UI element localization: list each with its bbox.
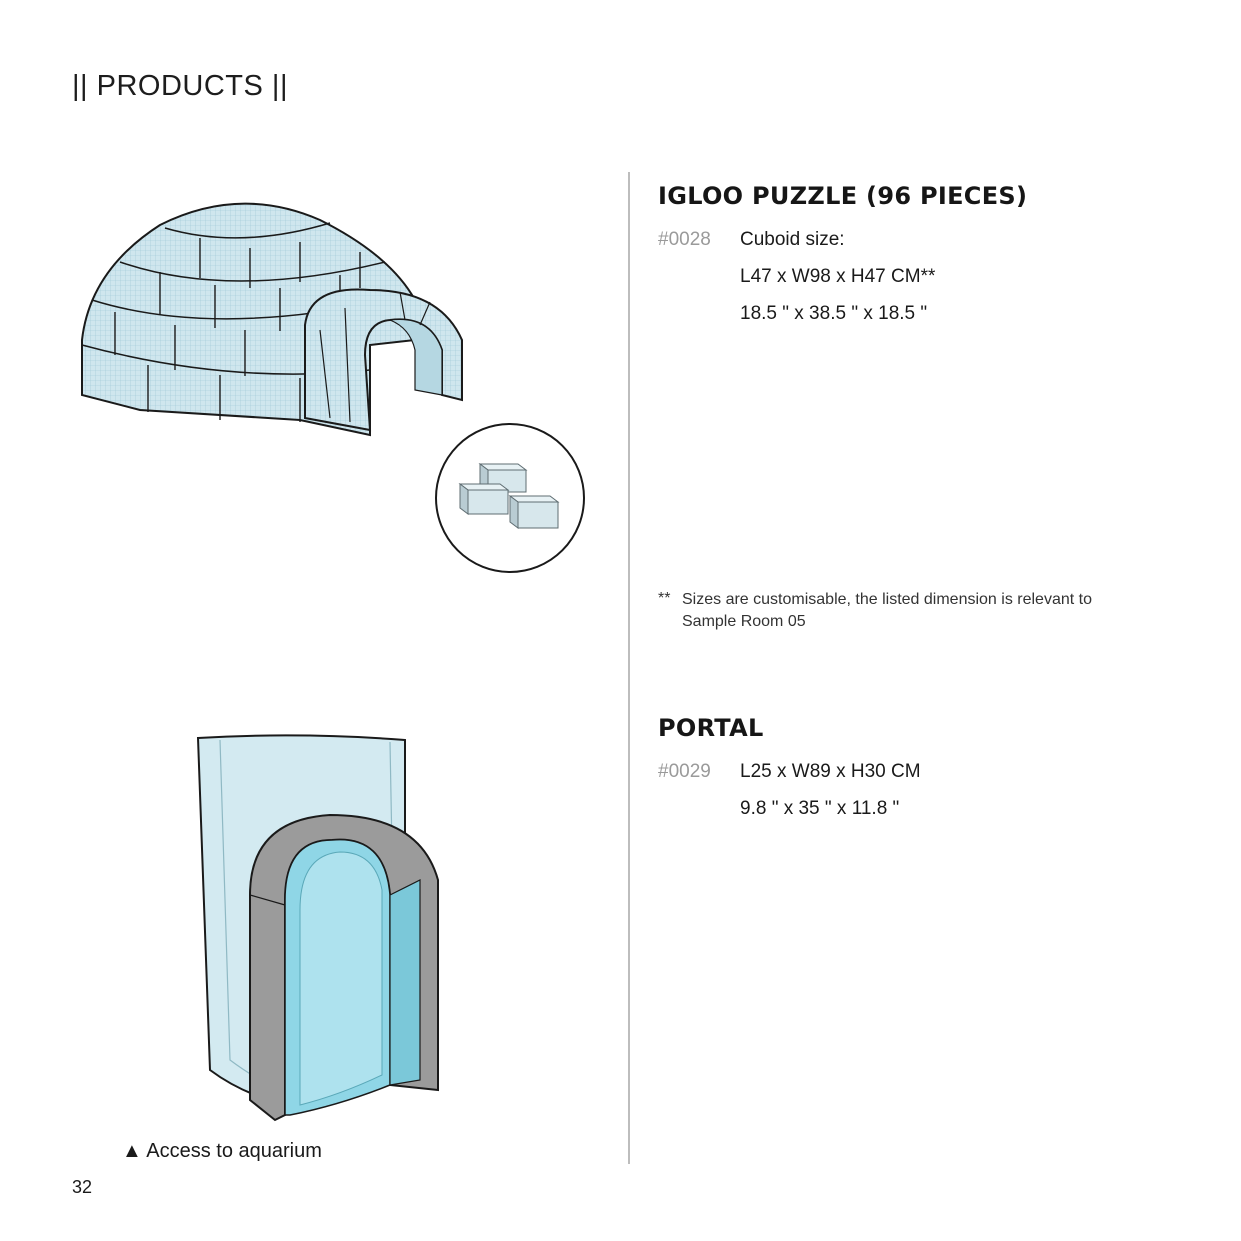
product-title-igloo: IGLOO PUZZLE (96 PIECES) bbox=[658, 182, 1028, 210]
footnote-marker: ** bbox=[658, 590, 671, 607]
triangle-up-icon: ▲ bbox=[122, 1140, 142, 1162]
section-title: || PRODUCTS || bbox=[72, 70, 288, 102]
igloo-illustration bbox=[70, 190, 490, 470]
product-code: #0028 bbox=[658, 229, 711, 250]
portal-illustration bbox=[190, 730, 450, 1120]
product-code: #0029 bbox=[658, 761, 711, 782]
column-divider bbox=[628, 172, 630, 1164]
spec-line: 9.8 " x 35 " x 11.8 " bbox=[740, 798, 900, 819]
spec-line: 18.5 " x 38.5 " x 18.5 " bbox=[740, 303, 928, 324]
footnote-line: Sizes are customisable, the listed dimension is relevant to bbox=[682, 591, 1092, 608]
spec-line: L25 x W89 x H30 CM bbox=[740, 761, 921, 782]
caption-text: Access to aquarium bbox=[146, 1140, 322, 1162]
spec-line: L47 x W98 x H47 CM** bbox=[740, 266, 936, 287]
portal-caption bbox=[122, 1140, 322, 1163]
brick-detail-illustration bbox=[434, 422, 586, 574]
spec-line: Cuboid size: bbox=[740, 229, 845, 250]
footnote-line: Sample Room 05 bbox=[682, 613, 806, 630]
page-number: 32 bbox=[72, 1177, 93, 1197]
product-title-portal: PORTAL bbox=[658, 714, 764, 742]
